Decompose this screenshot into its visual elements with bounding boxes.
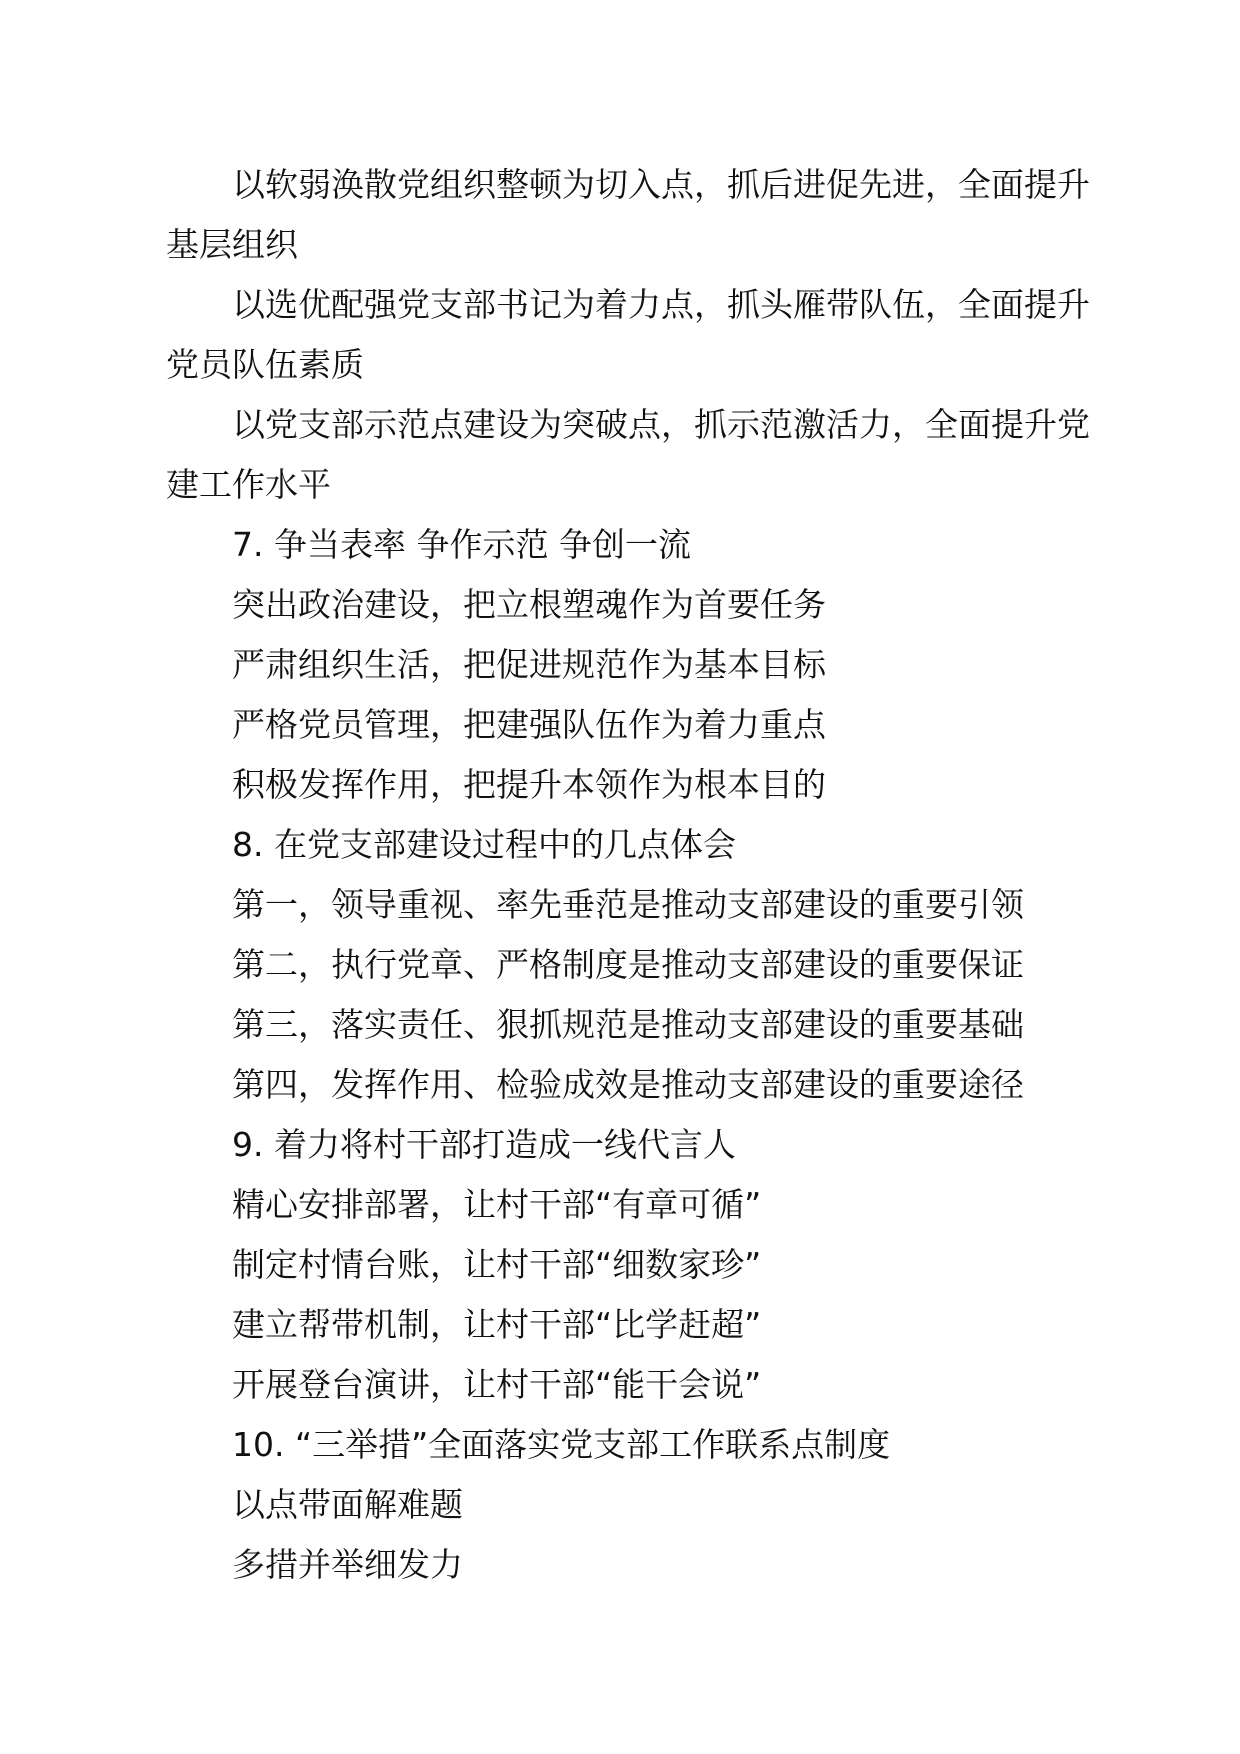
text-line: 第二，执行党章、严格制度是推动支部建设的重要保证 (232, 945, 1024, 984)
text-line: 以点带面解难题 (232, 1485, 463, 1524)
section-heading-8: 8. 在党支部建设过程中的几点体会 (232, 825, 736, 864)
text-line: 积极发挥作用，把提升本领作为根本目的 (232, 765, 826, 804)
paragraph-2: 以选优配强党支部书记为着力点，抓头雁带队伍，全面提升党员队伍素质 (166, 285, 1090, 384)
section-heading-9: 9. 着力将村干部打造成一线代言人 (232, 1125, 736, 1164)
text-line: 第一，领导重视、率先垂范是推动支部建设的重要引领 (232, 885, 1024, 924)
text-line: 第四，发挥作用、检验成效是推动支部建设的重要途径 (232, 1065, 1024, 1104)
text-line: 开展登台演讲，让村干部“能干会说” (232, 1365, 762, 1404)
paragraph-3: 以党支部示范点建设为突破点，抓示范激活力，全面提升党建工作水平 (166, 405, 1090, 504)
document-body (166, 155, 1116, 1595)
text-line: 严肃组织生活，把促进规范作为基本目标 (232, 645, 826, 684)
text-line: 多措并举细发力 (232, 1545, 463, 1584)
section-heading-10: 10. “三举措”全面落实党支部工作联系点制度 (232, 1425, 891, 1464)
text-line: 精心安排部署，让村干部“有章可循” (232, 1185, 762, 1224)
text-line: 严格党员管理，把建强队伍作为着力重点 (232, 705, 826, 744)
text-line: 建立帮带机制，让村干部“比学赶超” (232, 1305, 762, 1344)
paragraph-1: 以软弱涣散党组织整顿为切入点，抓后进促先进，全面提升基层组织 (166, 165, 1090, 264)
text-line: 第三，落实责任、狠抓规范是推动支部建设的重要基础 (232, 1005, 1024, 1044)
text-line: 突出政治建设，把立根塑魂作为首要任务 (232, 585, 826, 624)
section-heading-7: 7. 争当表率 争作示范 争创一流 (232, 525, 691, 564)
text-line: 制定村情台账，让村干部“细数家珍” (232, 1245, 762, 1284)
